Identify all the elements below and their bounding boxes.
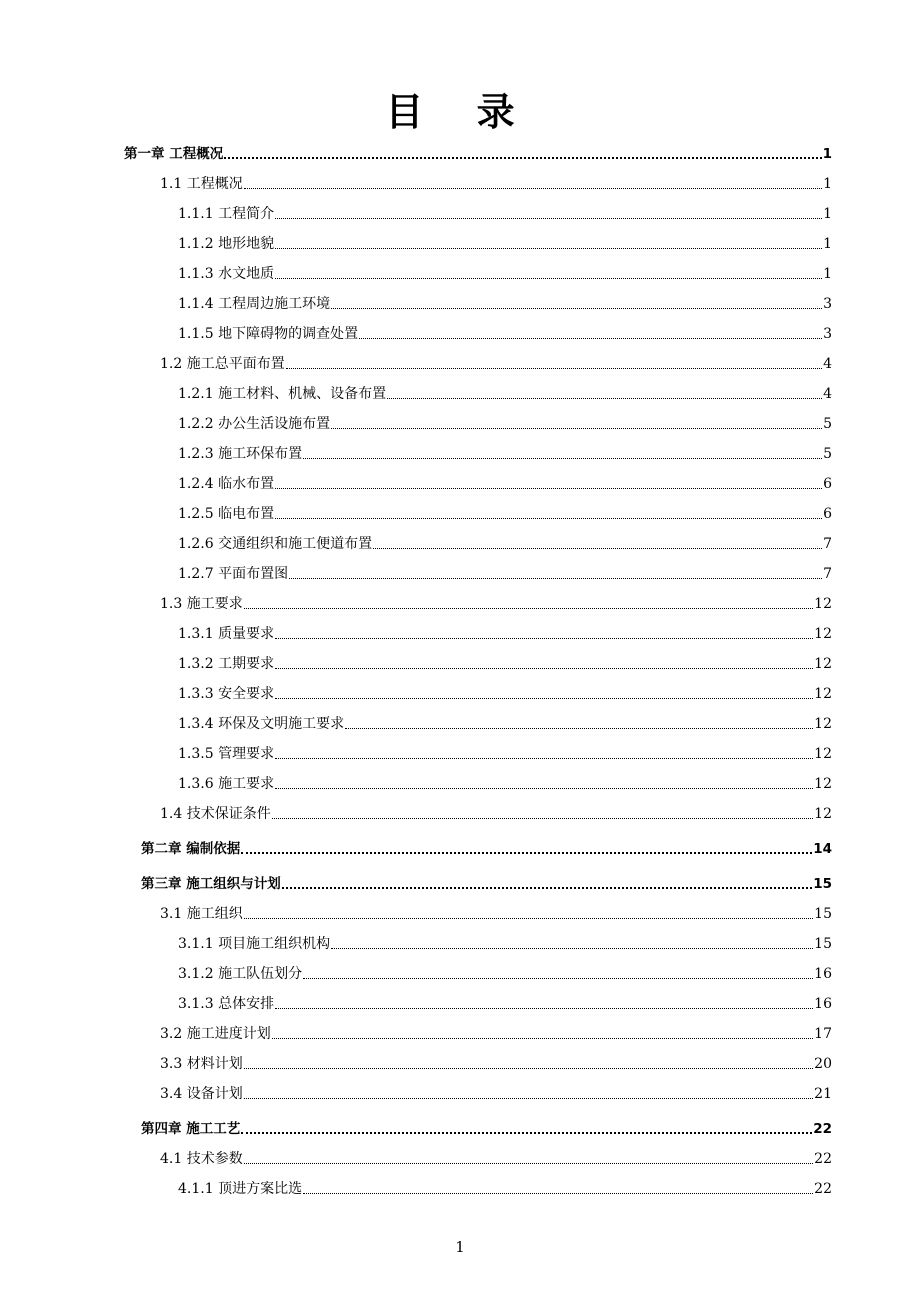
toc-entry[interactable] — [178, 501, 832, 523]
toc-entry[interactable] — [178, 531, 832, 553]
toc-entry-page: 7 — [823, 566, 832, 582]
toc-entry[interactable] — [178, 321, 832, 343]
toc-entry[interactable] — [141, 836, 832, 858]
toc-entry-page: 16 — [814, 996, 832, 1012]
toc-entry[interactable] — [178, 711, 832, 733]
toc-entry[interactable] — [160, 171, 832, 193]
toc-entry-label: 1.2.3 施工环保布置 — [178, 446, 303, 462]
toc-entry-page: 12 — [814, 626, 832, 642]
dot-leader — [303, 977, 813, 979]
dot-leader — [224, 156, 821, 159]
dot-leader — [241, 1131, 812, 1134]
toc-entry[interactable] — [160, 1146, 832, 1168]
dot-leader — [275, 757, 813, 759]
toc-entry-label: 第三章 施工组织与计划 — [141, 876, 281, 892]
toc-entry-page: 15 — [814, 906, 832, 922]
toc-entry[interactable] — [178, 411, 832, 433]
toc-entry-label: 4.1.1 顶进方案比选 — [178, 1181, 303, 1197]
toc-entry[interactable] — [178, 381, 832, 403]
toc-entry-label: 1.1 工程概况 — [160, 176, 243, 192]
toc-entry-label: 3.2 施工进度计划 — [160, 1026, 271, 1042]
toc-entry-page: 21 — [814, 1086, 832, 1102]
dot-leader — [275, 247, 822, 249]
toc-entry[interactable] — [178, 261, 832, 283]
toc-entry[interactable] — [160, 801, 832, 823]
dot-leader — [275, 487, 822, 489]
dot-leader — [282, 886, 813, 889]
dot-leader — [275, 667, 813, 669]
toc-entry-page: 14 — [813, 841, 832, 857]
toc-entry-label: 3.1.2 施工队伍划分 — [178, 966, 303, 982]
dot-leader — [331, 427, 822, 429]
toc-entry-page: 3 — [823, 326, 832, 342]
toc-entry-label: 1.4 技术保证条件 — [160, 806, 271, 822]
dot-leader — [275, 1007, 813, 1009]
dot-leader — [272, 817, 813, 819]
toc-entry-label: 1.3.2 工期要求 — [178, 656, 275, 672]
toc-entry-label: 1.1.5 地下障碍物的调查处置 — [178, 326, 359, 342]
toc-entry[interactable] — [178, 471, 832, 493]
toc-entry-page: 12 — [814, 656, 832, 672]
dot-leader — [303, 457, 822, 459]
toc-entry-label: 1.2.2 办公生活设施布置 — [178, 416, 331, 432]
toc-entry-label: 1.3.5 管理要求 — [178, 746, 275, 762]
toc-entry[interactable] — [178, 651, 832, 673]
toc-entry-page: 12 — [814, 806, 832, 822]
toc-entry[interactable] — [178, 441, 832, 463]
toc-entry-page: 3 — [823, 296, 832, 312]
toc-entry-page: 12 — [814, 716, 832, 732]
dot-leader — [373, 547, 822, 549]
toc-entry[interactable] — [178, 991, 832, 1013]
toc-entry-label: 1.2.4 临水布置 — [178, 476, 275, 492]
dot-leader — [387, 397, 822, 399]
toc-entry[interactable] — [178, 1176, 832, 1198]
toc-entry-page: 6 — [823, 506, 832, 522]
dot-leader — [244, 187, 822, 189]
dot-leader — [244, 1067, 813, 1069]
toc-entry-page: 1 — [823, 236, 832, 252]
toc-entry-label: 1.3.6 施工要求 — [178, 776, 275, 792]
toc-entry-label: 3.1.1 项目施工组织机构 — [178, 936, 331, 952]
toc-entry[interactable] — [160, 1051, 832, 1073]
toc-entry-page: 22 — [814, 1181, 832, 1197]
toc-entry-page: 4 — [823, 386, 832, 402]
toc-entry-label: 1.3.4 环保及文明施工要求 — [178, 716, 345, 732]
dot-leader — [275, 277, 822, 279]
toc-entry-page: 6 — [823, 476, 832, 492]
dot-leader — [359, 337, 822, 339]
toc-entry-label: 4.1 技术参数 — [160, 1151, 243, 1167]
dot-leader — [244, 917, 813, 919]
toc-entry-page: 7 — [823, 536, 832, 552]
toc-entry-page: 12 — [814, 686, 832, 702]
toc-entry-label: 1.1.2 地形地貌 — [178, 236, 275, 252]
toc-entry-page: 22 — [814, 1151, 832, 1167]
toc-entry[interactable] — [178, 681, 832, 703]
dot-leader — [303, 1192, 813, 1194]
toc-entry-label: 1.2.6 交通组织和施工便道布置 — [178, 536, 373, 552]
toc-entry-page: 4 — [823, 356, 832, 372]
dot-leader — [244, 607, 813, 609]
dot-leader — [345, 727, 813, 729]
toc-entry[interactable] — [178, 201, 832, 223]
toc-entry[interactable] — [160, 351, 832, 373]
toc-entry[interactable] — [178, 561, 832, 583]
toc-entry-label: 第四章 施工工艺 — [141, 1121, 241, 1137]
toc-entry-label: 3.1.3 总体安排 — [178, 996, 275, 1012]
dot-leader — [275, 697, 813, 699]
toc-entry-page: 1 — [823, 206, 832, 222]
toc-entry-label: 1.1.1 工程简介 — [178, 206, 275, 222]
toc-entry-page: 16 — [814, 966, 832, 982]
toc-entry-page: 12 — [814, 596, 832, 612]
toc-entry[interactable] — [160, 901, 832, 923]
toc-entry-page: 20 — [814, 1056, 832, 1072]
dot-leader — [275, 637, 813, 639]
toc-entry-label: 3.3 材料计划 — [160, 1056, 243, 1072]
toc-entry-label: 第二章 编制依据 — [141, 841, 241, 857]
toc-entry[interactable] — [178, 741, 832, 763]
toc-entry-page: 12 — [814, 746, 832, 762]
toc-entry-page: 1 — [822, 146, 832, 162]
toc-entry-page: 1 — [823, 266, 832, 282]
toc-entry[interactable] — [178, 621, 832, 643]
dot-leader — [244, 1097, 813, 1099]
toc-entry-label: 1.2.7 平面布置图 — [178, 566, 289, 582]
toc-entry-page: 15 — [813, 876, 832, 892]
dot-leader — [275, 217, 822, 219]
dot-leader — [272, 1037, 813, 1039]
toc-entry[interactable] — [178, 291, 832, 313]
toc-entry-label: 1.2.5 临电布置 — [178, 506, 275, 522]
dot-leader — [289, 577, 822, 579]
toc-entry-label: 1.1.3 水文地质 — [178, 266, 275, 282]
toc-entry-label: 1.3.3 安全要求 — [178, 686, 275, 702]
toc-entry-label: 1.3 施工要求 — [160, 596, 243, 612]
toc-entry[interactable] — [160, 591, 832, 613]
toc-entry-label: 1.2.1 施工材料、机械、设备布置 — [178, 386, 387, 402]
toc-entry-page: 5 — [823, 416, 832, 432]
toc-entry[interactable] — [124, 141, 832, 163]
toc-entry[interactable] — [178, 961, 832, 983]
toc-entry[interactable] — [178, 931, 832, 953]
toc-entry[interactable] — [160, 1021, 832, 1043]
page-title: 目 录 — [385, 90, 535, 134]
toc-entry-page: 17 — [814, 1026, 832, 1042]
dot-leader — [244, 1162, 813, 1164]
toc-entry[interactable] — [178, 231, 832, 253]
toc-entry[interactable] — [141, 871, 832, 893]
dot-leader — [275, 787, 813, 789]
toc-entry-label: 第一章 工程概况 — [124, 146, 224, 162]
toc-entry-label: 1.2 施工总平面布置 — [160, 356, 285, 372]
toc-entry[interactable] — [160, 1081, 832, 1103]
dot-leader — [241, 851, 812, 854]
dot-leader — [275, 517, 822, 519]
toc-entry[interactable] — [141, 1116, 832, 1138]
dot-leader — [331, 307, 822, 309]
toc-entry-label: 1.1.4 工程周边施工环境 — [178, 296, 331, 312]
dot-leader — [331, 947, 813, 949]
toc-entry-page: 22 — [813, 1121, 832, 1137]
toc-entry-label: 3.4 设备计划 — [160, 1086, 243, 1102]
dot-leader — [286, 367, 822, 369]
toc-entry-page: 12 — [814, 776, 832, 792]
page-number-footer: 1 — [455, 1238, 465, 1256]
toc-entry[interactable] — [178, 771, 832, 793]
toc-entry-page: 1 — [823, 176, 832, 192]
toc-entry-page: 5 — [823, 446, 832, 462]
toc-entry-page: 15 — [814, 936, 832, 952]
toc-entry-label: 1.3.1 质量要求 — [178, 626, 275, 642]
toc-entry-label: 3.1 施工组织 — [160, 906, 243, 922]
